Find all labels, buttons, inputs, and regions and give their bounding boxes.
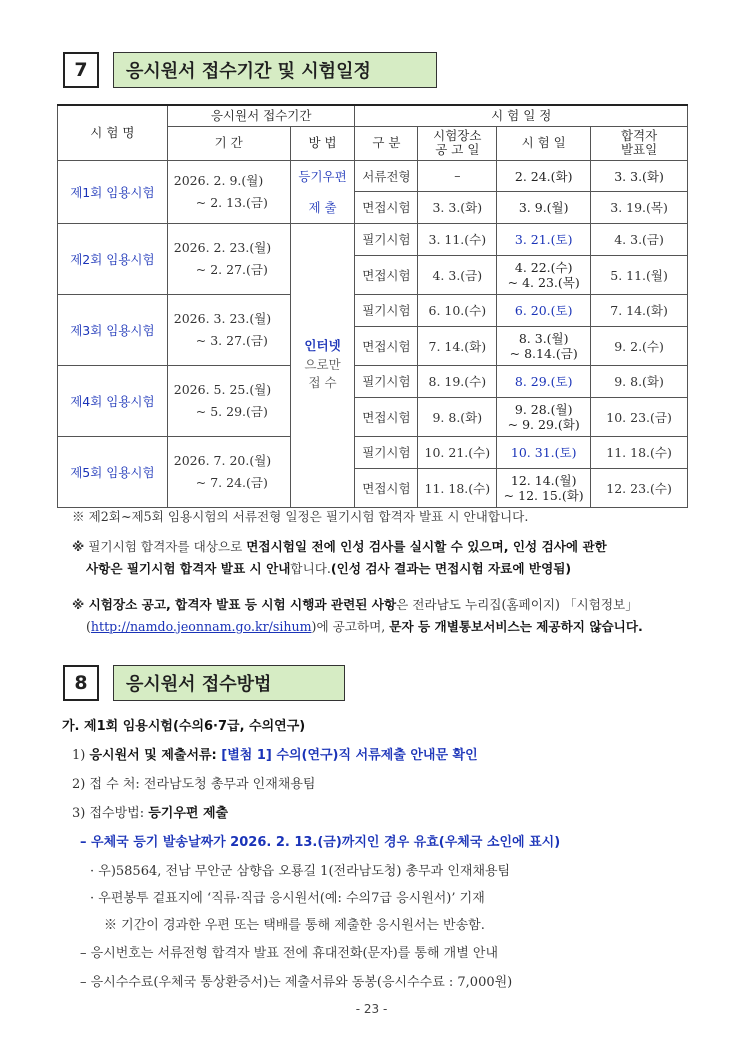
header-period: 기 간 bbox=[167, 126, 290, 160]
header-exam-name: 시 험 명 bbox=[58, 105, 168, 160]
category-cell: 서류전형 bbox=[355, 160, 418, 191]
period-start: 2026. 3. 23.(월) bbox=[173, 310, 272, 326]
exam-date-cell: 10. 31.(토) bbox=[497, 436, 591, 468]
period-end: ~ 2. 27.(금) bbox=[195, 261, 268, 277]
venue-cell: 8. 19.(수) bbox=[418, 365, 497, 397]
announce-cell: 4. 3.(금) bbox=[591, 223, 688, 255]
venue-cell: 11. 18.(수) bbox=[418, 468, 497, 507]
announce-cell: 10. 23.(금) bbox=[591, 397, 688, 436]
announce-cell: 9. 2.(수) bbox=[591, 326, 688, 365]
method-submit: 제 출 bbox=[290, 191, 355, 223]
subheading bbox=[62, 715, 305, 734]
exam-date-line2: ~ 4. 23.(목) bbox=[507, 274, 580, 290]
announce-cell: 11. 18.(수) bbox=[591, 436, 688, 468]
schedule-table bbox=[57, 104, 688, 508]
category-cell: 필기시험 bbox=[355, 365, 418, 397]
item-3-prefix: 3) 접수방법: bbox=[72, 806, 149, 821]
item-3 bbox=[72, 802, 228, 821]
period-end: ~ 2. 13.(금) bbox=[195, 194, 268, 210]
note-2-b: 면접시험일 전에 인성 검사를 실시할 수 있으며, 인성 검사에 관한 bbox=[246, 539, 607, 554]
item-2: 2) 접 수 처: 전라남도청 총무과 인재채용팀 bbox=[72, 777, 316, 792]
round-1-period bbox=[167, 160, 290, 223]
exam-date-line1: 12. 14.(월) bbox=[510, 472, 577, 488]
announce-cell: 7. 14.(화) bbox=[591, 294, 688, 326]
header-pass-announce-text: 합격자 발표일 bbox=[620, 128, 658, 157]
exam-date-cell: 3. 9.(월) bbox=[497, 191, 591, 223]
exam-date-cell bbox=[497, 326, 591, 365]
dot-2: · 우편봉투 겉표지에 ‘직류·직급 응시원서(예: 수의7급 응시원서)’ 기재 bbox=[90, 891, 485, 906]
round-4-period bbox=[167, 365, 290, 436]
exam-date-line2: ~ 8.14.(금) bbox=[509, 345, 578, 361]
note-1: ※ 제2회~제5회 임용시험의 서류전형 일정은 필기시험 합격자 발표 시 안내합니다. bbox=[72, 509, 529, 524]
category-cell: 면접시험 bbox=[355, 191, 418, 223]
exam-date-line1: 8. 3.(월) bbox=[518, 330, 569, 346]
note-2-e: (인성 검사 결과는 면접시험 자료에 반영됨) bbox=[330, 561, 572, 577]
method-online-line2: 으로만 bbox=[304, 356, 341, 372]
category-cell: 면접시험 bbox=[355, 397, 418, 436]
venue-cell: 7. 14.(화) bbox=[418, 326, 497, 365]
round-5-name: 제5회 임용시험 bbox=[58, 436, 168, 507]
exam-date-cell bbox=[497, 397, 591, 436]
period-start: 2026. 2. 9.(월) bbox=[173, 172, 264, 188]
method-online-line3: 접 수 bbox=[308, 375, 337, 391]
table-row bbox=[58, 223, 688, 255]
note-2 bbox=[72, 536, 694, 580]
header-method: 방 법 bbox=[290, 126, 355, 160]
period-end: ~ 7. 24.(금) bbox=[195, 474, 268, 490]
note-3-b: 은 전라남도 누리집(홈페이지) 「시험정보」 bbox=[396, 597, 638, 612]
period-end: ~ 5. 29.(금) bbox=[195, 403, 268, 419]
dot-1: · 우)58564, 전남 무안군 삼향읍 오룡길 1(전라남도청) 총무과 인재채용팀 bbox=[90, 864, 511, 879]
period-start: 2026. 7. 20.(월) bbox=[173, 452, 272, 468]
venue-cell: 3. 3.(화) bbox=[418, 191, 497, 223]
header-application-period: 응시원서 접수기간 bbox=[167, 105, 355, 126]
exam-date-line2: ~ 9. 29.(화) bbox=[507, 416, 580, 432]
section-title-text: 응시원서 접수방법 bbox=[126, 674, 272, 695]
header-exam-date: 시 험 일 bbox=[497, 126, 591, 160]
announce-cell: 12. 23.(수) bbox=[591, 468, 688, 507]
round-3-period bbox=[167, 294, 290, 365]
exam-date-cell: 8. 29.(토) bbox=[497, 365, 591, 397]
exam-date-cell bbox=[497, 468, 591, 507]
period-start: 2026. 2. 23.(월) bbox=[173, 239, 272, 255]
dash-1-text: – 우체국 등기 발송날짜가 2026. 2. 13.(금)까지인 경우 유효(우체국 소인에 표시) bbox=[80, 835, 561, 850]
announce-cell: 9. 8.(화) bbox=[591, 365, 688, 397]
header-pass-announce bbox=[591, 126, 688, 160]
header-venue-notice bbox=[418, 126, 497, 160]
category-cell: 면접시험 bbox=[355, 326, 418, 365]
announce-cell: 3. 3.(화) bbox=[591, 160, 688, 191]
note-2-a: 필기시험 합격자를 대상으로 bbox=[84, 539, 247, 554]
category-cell: 필기시험 bbox=[355, 223, 418, 255]
exam-date-cell: 6. 20.(토) bbox=[497, 294, 591, 326]
note-2-d: 합니다. bbox=[290, 561, 331, 577]
venue-cell: 3. 11.(수) bbox=[418, 223, 497, 255]
venue-cell: 9. 8.(화) bbox=[418, 397, 497, 436]
method-mail: 등기우편 bbox=[290, 160, 355, 191]
note-3-a: 시험장소 공고, 합격자 발표 등 시험 시행과 관련된 사항 bbox=[84, 597, 397, 612]
section-number: 8 bbox=[63, 665, 99, 701]
category-cell: 필기시험 bbox=[355, 294, 418, 326]
subheading-text: 가. 제1회 임용시험(수의6·7급, 수의연구) bbox=[62, 719, 306, 734]
section-number: 7 bbox=[63, 52, 99, 88]
page-number: - 23 - bbox=[355, 1002, 388, 1016]
dash-3: – 응시수수료(우체국 통상환증서)는 제출서류와 동봉(응시수수료 : 7,000원) bbox=[80, 975, 513, 990]
section-title bbox=[113, 52, 437, 88]
round-5-period bbox=[167, 436, 290, 507]
round-2-name: 제2회 임용시험 bbox=[58, 223, 168, 294]
exam-date-line1: 4. 22.(수) bbox=[514, 259, 573, 275]
note-2-c: 사항은 필기시험 합격자 발표 시 안내 bbox=[86, 561, 291, 577]
dash-1 bbox=[80, 831, 560, 850]
sihum-link[interactable]: http://namdo.jeonnam.go.kr/sihum bbox=[90, 619, 312, 635]
note-3-e: 문자 등 개별통보서비스는 제공하지 않습니다. bbox=[389, 619, 643, 635]
table-row bbox=[58, 365, 688, 397]
header-venue-notice-text: 시험장소 공 고 일 bbox=[433, 128, 482, 157]
header-category: 구 분 bbox=[355, 126, 418, 160]
exam-date-cell bbox=[497, 255, 591, 294]
note-mark: ※ bbox=[72, 539, 85, 554]
round-1-name: 제1회 임용시험 bbox=[58, 160, 168, 223]
section-title bbox=[113, 665, 345, 701]
round-2-period bbox=[167, 223, 290, 294]
section-title-text: 응시원서 접수기간 및 시험일정 bbox=[126, 61, 371, 82]
announce-cell: 5. 11.(월) bbox=[591, 255, 688, 294]
table-row bbox=[58, 294, 688, 326]
item-1-bold: 응시원서 및 제출서류: bbox=[89, 748, 217, 763]
period-start: 2026. 5. 25.(월) bbox=[173, 381, 272, 397]
exam-date-line2: ~ 12. 15.(화) bbox=[503, 487, 584, 503]
item-1-blue: [별첨 1] 수의(연구)직 서류제출 안내문 확인 bbox=[216, 748, 478, 763]
exam-date-cell: 2. 24.(화) bbox=[497, 160, 591, 191]
dash-2: – 응시번호는 서류전형 합격자 발표 전에 휴대전화(문자)를 통해 개별 안내 bbox=[80, 946, 499, 961]
table-row bbox=[58, 160, 688, 191]
period-end: ~ 3. 27.(금) bbox=[195, 332, 268, 348]
round-4-name: 제4회 임용시험 bbox=[58, 365, 168, 436]
venue-cell: 10. 21.(수) bbox=[418, 436, 497, 468]
venue-cell: 4. 3.(금) bbox=[418, 255, 497, 294]
item-3-bold: 등기우편 제출 bbox=[148, 806, 229, 821]
note-3-d: )에 공고하며, bbox=[311, 619, 390, 635]
category-cell: 면접시험 bbox=[355, 468, 418, 507]
category-cell: 필기시험 bbox=[355, 436, 418, 468]
method-online-line1: 인터넷 bbox=[304, 337, 341, 353]
item-1 bbox=[72, 744, 478, 763]
category-cell: 면접시험 bbox=[355, 255, 418, 294]
venue-cell: 6. 10.(수) bbox=[418, 294, 497, 326]
note-3 bbox=[72, 594, 694, 638]
method-online bbox=[290, 223, 355, 507]
round-3-name: 제3회 임용시험 bbox=[58, 294, 168, 365]
table-row bbox=[58, 436, 688, 468]
header-exam-schedule: 시 험 일 정 bbox=[355, 105, 688, 126]
exam-date-line1: 9. 28.(월) bbox=[514, 401, 573, 417]
note-mark: ※ bbox=[72, 597, 85, 612]
item-1-prefix: 1) bbox=[72, 748, 90, 763]
venue-cell: – bbox=[418, 160, 497, 191]
star-1: ※ 기간이 경과한 우편 또는 택배를 통해 제출한 응시원서는 반송함. bbox=[104, 918, 485, 933]
note-3-c: ( bbox=[86, 619, 91, 635]
announce-cell: 3. 19.(목) bbox=[591, 191, 688, 223]
exam-date-cell: 3. 21.(토) bbox=[497, 223, 591, 255]
